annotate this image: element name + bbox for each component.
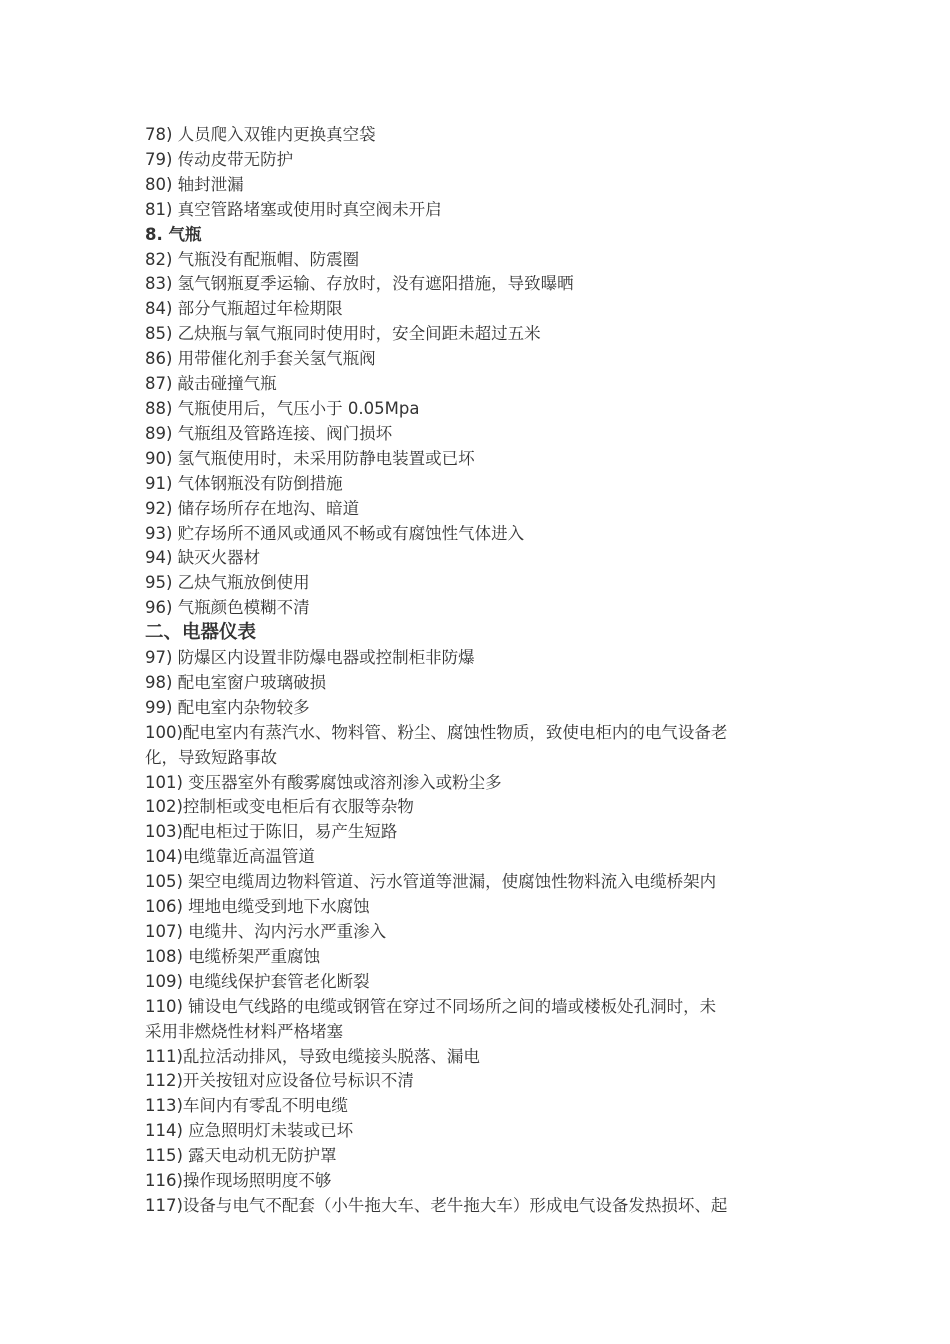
list-item: 103)配电柜过于陈旧，易产生短路 [145,822,398,842]
list-item: 104)电缆靠近高温管道 [145,847,315,867]
list-item: 83) 氢气钢瓶夏季运输、存放时，没有遮阳措施，导致曝晒 [145,274,574,294]
list-item: 105) 架空电缆周边物料管道、污水管道等泄漏，使腐蚀性物料流入电缆桥架内 [145,872,717,892]
list-item: 111)乱拉活动排风，导致电缆接头脱落、漏电 [145,1046,480,1066]
list-item: 107) 电缆井、沟内污水严重渗入 [145,922,387,941]
list-item: 100)配电室内有蒸汽水、物料管、粉尘、腐蚀性物质，致使电柜内的电气设备老 [145,722,728,742]
list-item: 97) 防爆区内设置非防爆电器或控制柜非防爆 [145,648,475,668]
list-item: 92) 储存场所存在地沟、暗道 [145,498,360,518]
list-item: 112)开关按钮对应设备位号标识不清 [145,1071,414,1091]
list-item: 82) 气瓶没有配瓶帽、防震圈 [145,249,360,269]
document-body [145,123,815,1219]
list-item: 99) 配电室内杂物较多 [145,697,310,717]
list-item: 101) 变压器室外有酸雾腐蚀或溶剂渗入或粉尘多 [145,772,502,792]
list-item: 116)操作现场照明度不够 [145,1171,332,1191]
list-item: 85) 乙炔瓶与氧气瓶同时使用时，安全间距未超过五米 [145,324,541,344]
list-item: 113)车间内有零乱不明电缆 [145,1096,348,1116]
section-subheading: 8. 气瓶 [145,224,202,244]
list-item: 106) 埋地电缆受到地下水腐蚀 [145,897,370,917]
list-item: 96) 气瓶颜色模糊不清 [145,598,310,618]
list-item: 78) 人员爬入双锥内更换真空袋 [145,125,376,144]
list-item: 81) 真空管路堵塞或使用时真空阀未开启 [145,199,442,219]
list-item: 化，导致短路事故 [145,747,277,767]
list-item: 102)控制柜或变电柜后有衣服等杂物 [145,797,414,817]
list-item: 89) 气瓶组及管路连接、阀门损坏 [145,423,393,443]
list-item: 95) 乙炔气瓶放倒使用 [145,573,310,593]
list-item: 98) 配电室窗户玻璃破损 [145,672,327,692]
list-item: 87) 敲击碰撞气瓶 [145,374,277,394]
list-item: 80) 轴封泄漏 [145,174,244,194]
list-item: 117)设备与电气不配套（小牛拖大车、老牛拖大车）形成电气设备发热损坏、起 [145,1195,728,1215]
list-item: 115) 露天电动机无防护罩 [145,1146,337,1166]
list-item: 114) 应急照明灯未装或已坏 [145,1121,354,1141]
list-item: 109) 电缆线保护套管老化断裂 [145,971,370,991]
list-item: 86) 用带催化剂手套关氢气瓶阀 [145,349,376,369]
list-item: 采用非燃烧性材料严格堵塞 [145,1021,343,1041]
list-item: 93) 贮存场所不通风或通风不畅或有腐蚀性气体进入 [145,523,525,543]
list-item: 88) 气瓶使用后，气压小于 0.05Mpa [145,398,420,418]
list-item: 91) 气体钢瓶没有防倒措施 [145,473,343,493]
list-item: 94) 缺灭火器材 [145,548,261,568]
section-heading: 二、电器仪表 [145,622,257,644]
list-item: 84) 部分气瓶超过年检期限 [145,299,343,319]
list-item: 108) 电缆桥架严重腐蚀 [145,946,321,966]
list-item: 90) 氢气瓶使用时，未采用防静电装置或已坏 [145,448,475,468]
list-item: 110) 铺设电气线路的电缆或钢管在穿过不同场所之间的墙或楼板处孔洞时，未 [145,996,717,1016]
list-item: 79) 传动皮带无防护 [145,149,294,169]
